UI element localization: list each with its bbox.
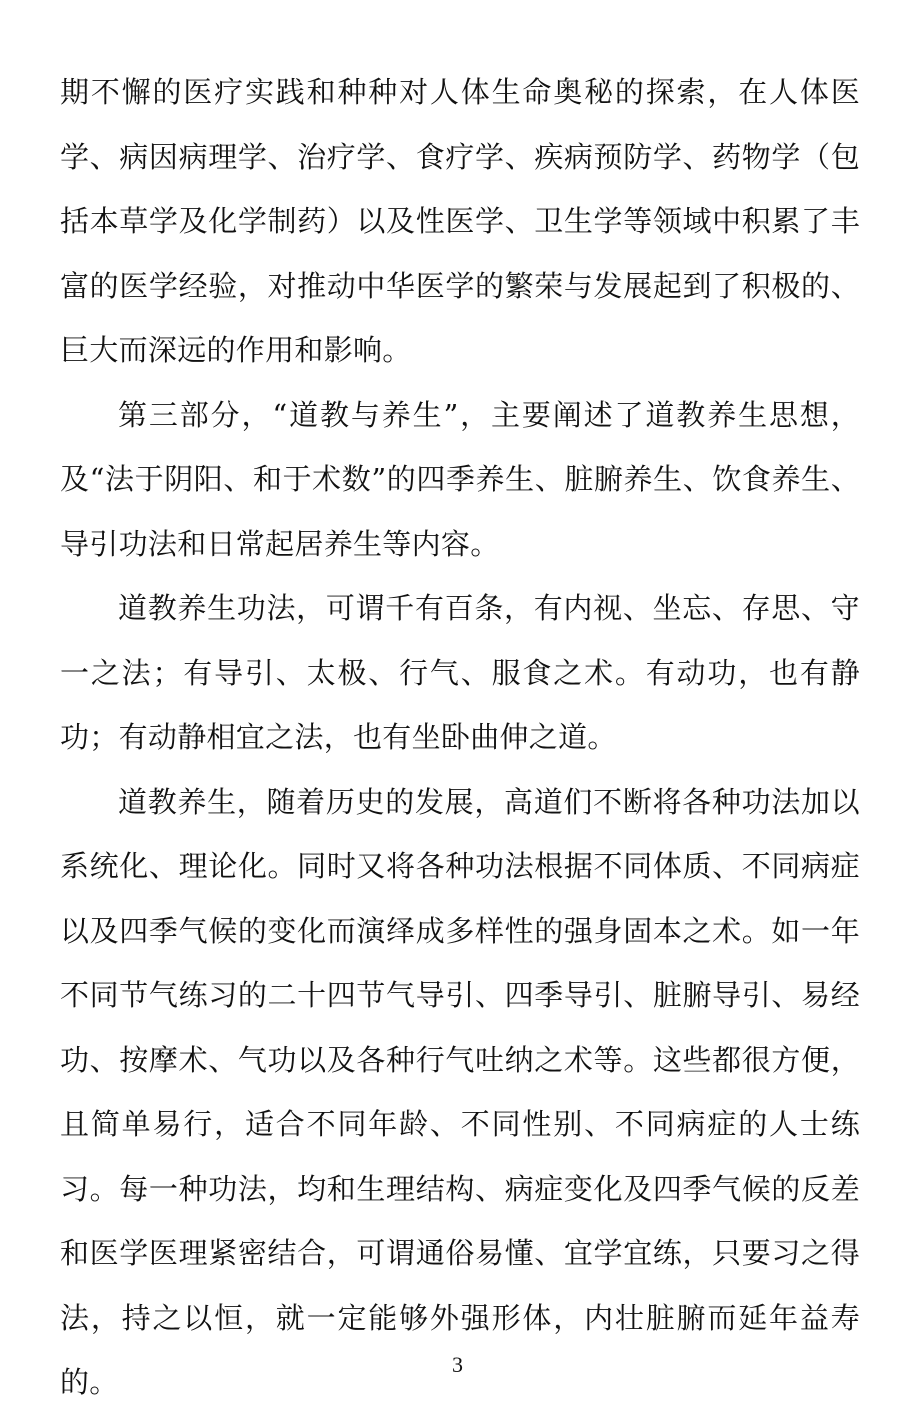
paragraph-development: 道教养生，随着历史的发展，高道们不断将各种功法加以系统化、理论化。同时又将各种功法根据不同体质、不同病症以及四季气候的变化而演绎成多样性的强身固本之术。如一年不同节气练习的二十四节气导引、四季导引、脏腑导引、易经功、按摩术、气功以及各种行气吐纳之术等。这些都很方便，且简单易行，适合不同年龄、不同性别、不同病症的人士练习。每一种功法，均和生理结构、病症变化及四季气候的反差和医学医理紧密结合，可谓通俗易懂、宜学宜练，只要习之得法，持之以恒，就一定能够外强形体，内壮脏腑而延年益寿的。	[60, 784, 860, 1399]
paragraph-methods: 道教养生功法，可谓千有百条，有内视、坐忘、存思、守一之法；有导引、太极、行气、服食之术。有动功，也有静功；有动静相宜之法，也有坐卧曲伸之道。	[60, 591, 860, 754]
page-number: 3	[452, 1352, 463, 1377]
body-text	[60, 60, 860, 1415]
paragraph-part-three: 第三部分，“道教与养生”，主要阐述了道教养生思想，及“法于阴阳、和于术数”的四季养生、脏腑养生、饮食养生、导引功法和日常起居养生等内容。	[60, 397, 860, 561]
paragraph-continuation: 期不懈的医疗实践和种种对人体生命奥秘的探索，在人体医学、病因病理学、治疗学、食疗学、疾病预防学、药物学（包括本草学及化学制药）以及性医学、卫生学等领域中积累了丰富的医学经验，对推动中华医学的繁荣与发展起到了积极的、巨大而深远的作用和影响。	[60, 75, 860, 367]
